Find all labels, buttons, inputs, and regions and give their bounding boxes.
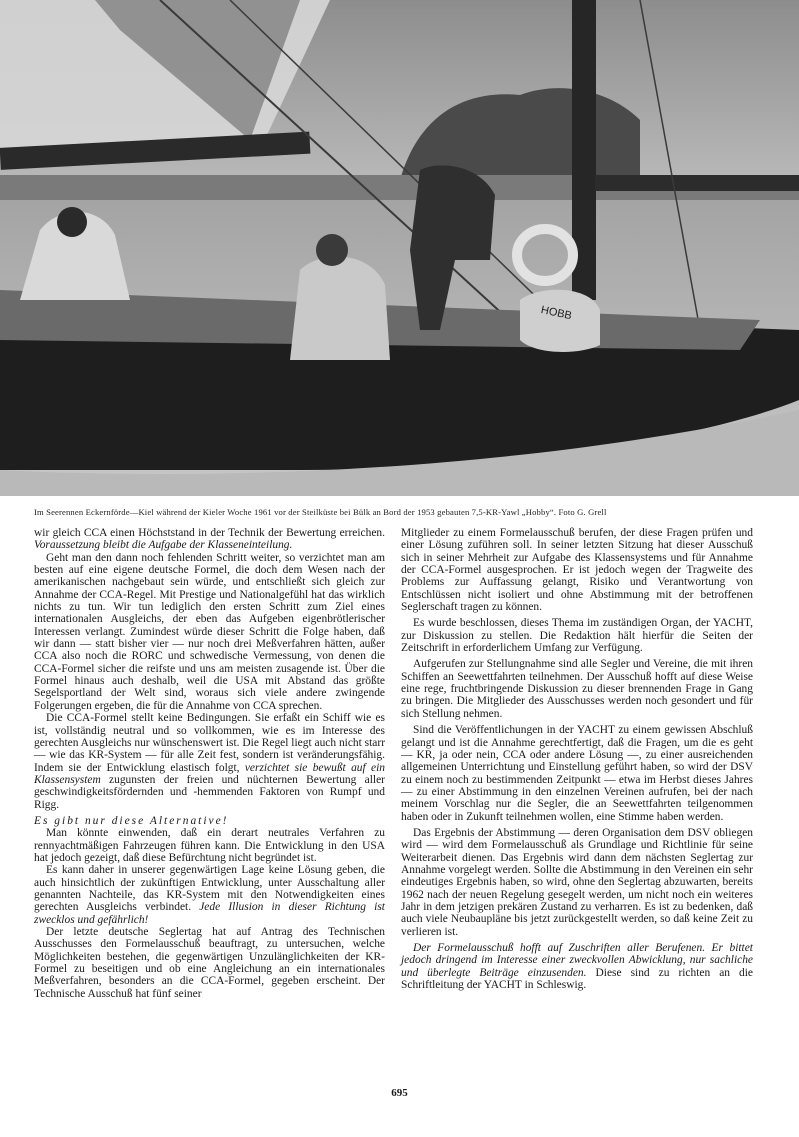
crew-left-head bbox=[57, 207, 87, 237]
paragraph: Sind die Veröffentlichungen in der YACHT zu einem gewissen Abschluß gelangt und ist die Annahme gerechtfertigt, daß die Fragen, um die es geht — KR, ja oder nein, CCA oder andere Lösung —, zu einer ausreichenden allgemeinen Unterrichtung und Einstellung geführt haben, so wird der DSV zu einem noch zu bestimmenden Zeitpunkt — etwa im Herbst dieses Jahres — zu einer Abstimmung in den einzelnen Vereinen aufrufen, bei der nach meinem Vorschlag nur die Segler, die an Seewettfahrten teilgenommen haben oder in Zukunft teilnehmen wollen, eine Stimme haben werden. bbox=[401, 724, 753, 823]
boat-name-label: HOBB bbox=[539, 304, 573, 323]
crew-middle-head bbox=[316, 234, 348, 266]
paragraph: Es wurde beschlossen, dieses Thema im zuständigen Organ, der YACHT, zur Diskussion zu stellen. Die Redaktion hält hierfür die Seiten der Zeitschrift in erforderlichem Umfang zur Verfügung. bbox=[401, 617, 753, 655]
photo-caption: Im Seerennen Eckernförde—Kiel während der Kieler Woche 1961 vor der Steilküste bei Bülk an Bord der 1953 gebauten 7,5-KR-Yawl „Hobby“. Foto G. Grell bbox=[34, 507, 607, 517]
paragraph: Geht man den dann noch fehlenden Schritt weiter, so verzichtet man am besten auf eine eigene deutsche Formel, die doch dem Wesen nach der amerikanischen nachgebaut sein würde, und entschließt sich gleich zur Annahme der CCA-Regel. Mit Prestige und Nationalgefühl hat das wirklich nichts zu tun. Wir tun lediglich den ersten Schritt zum Ziel eines internationalen Ausgleichs, der eben das Aufgeben eigenbrötlerischer Interessen verlangt. Zumindest würde dieser Schritt die Folge haben, daß wir dann — statt bisher vier — nur noch drei Meßverfahren hätten, außer CCA also noch die RORC und schwedische Vermessung, von denen die CCA-Formel sicher die reifste und uns am meisten zusagende ist. Über die Formel hinaus auch deshalb, weil die USA mit Abstand das größte Segelsportland der Welt sind, woraus sich viele andere zwingende Folgerungen ergeben, die für die Annahme von CCA sprechen. bbox=[34, 551, 385, 712]
paragraph: Es kann daher in unserer gegenwärtigen Lage keine Lösung geben, die auch hinsichtlich der zukünftigen Entwicklung, unter Ausschaltung aller genannten Nachteile, das KR-System mit den Notwendigkeiten eines gerechten Ausgleichs verbindet. Jede Illusion in dieser Richtung ist zwecklos und gefährlich! bbox=[34, 864, 385, 926]
sailing-photo bbox=[0, 0, 799, 496]
crew-middle bbox=[290, 256, 390, 360]
paragraph: Man könnte einwenden, daß ein derart neutrales Verfahren zu rennyachtmäßigen Fahrzeugen führen kann. Die Entwicklung in den USA hat jedoch gezeigt, daß diese Befürchtung nicht begründet ist. bbox=[34, 827, 385, 864]
paragraph: Aufgerufen zur Stellungnahme sind alle Segler und Vereine, die mit ihren Schiffen an Seewettfahrten teilnehmen. Der Ausschuß hofft auf diese Weise eine rege, fruchtbringende Diskussion zu dieser brennenden Frage in Gang zu bringen. Die Mitglieder des Ausschusses werden noch gesondert und für sich Stellung nehmen. bbox=[401, 658, 753, 720]
mizzen-boom bbox=[595, 175, 799, 191]
paragraph: Das Ergebnis der Abstimmung — deren Organisation dem DSV obliegen wird — wird dem Formelausschuß als Grundlage und Richtlinie für seine Weiterarbeit dienen. Das Ergebnis wird dann dem nächsten Seglertag zur Annahme vorgelegt werden. Sollte die Abstimmung in den Vereinen ein sehr eindeutiges Ergebnis haben, so wird, ohne den Seglertag abzuwarten, bereits 1962 nach der neuen Regelung gesegelt werden, um nicht noch ein weiteres Jahr in dem jetzigen prekären Zustand zu verharren. Es ist zu bedenken, daß auch viele Neubaupläne bis jetzt zurückgestellt werden, so daß keine Zeit zu verlieren ist. bbox=[401, 826, 753, 938]
yawl-photo-illustration bbox=[0, 0, 799, 496]
paragraph: Der Formelausschuß hofft auf Zuschriften aller Berufenen. Er bittet jedoch dringend im Interesse einer zweckvollen Abwicklung, nur sachliche und überlegte Beiträge einzusenden. Diese sind zu richten an die Schriftleitung der YACHT in Schleswig. bbox=[401, 942, 753, 992]
helmsman-head bbox=[447, 133, 477, 163]
paragraph: wir gleich CCA einen Höchststand in der Technik der Bewertung erreichen. Voraussetzung bleibt die Aufgabe der Klasseneinteilung. bbox=[34, 527, 385, 552]
page-number: 695 bbox=[391, 1087, 408, 1099]
paragraph: Mitglieder zu einem Formelausschuß berufen, der diese Fragen prüfen und einer Lösung zuführen soll. In seiner letzten Sitzung hat dieser Ausschuß sich in seiner Mehrheit zur Aufgabe des Klassensystems und für Annahme der CCA-Formel ausgesprochen. Er ist jedoch wegen der Tragweite des Problems zur Auffassung gelangt, Risiko und Verantwortung von Entschlüssen nicht isoliert und ohne Abstimmung mit der betroffenen Seglerschaft tragen zu können. bbox=[401, 527, 753, 614]
section-heading: Es gibt nur diese Alternative! bbox=[34, 814, 229, 827]
paragraph: Der letzte deutsche Seglertag hat auf Antrag des Technischen Ausschusses den Formelausschuß beauftragt, zu untersuchen, welche Möglichkeiten bestehen, die gegenwärtigen Unzulänglichkeiten der KR-Formel zu beseitigen und ob eine Angleichung an ein internationales Meßverfahren, besonders an die CCA-Formel, gegeben erscheint. Der Technische Ausschuß hat fünf seiner bbox=[34, 926, 385, 1000]
wheel-shield bbox=[520, 290, 600, 352]
paragraph: Die CCA-Formel stellt keine Bedingungen. Sie erfaßt ein Schiff wie es ist, vollständig neutral und so vollkommen, wie es im Interesse des gerechten Ausgleichs nur wünschenswert ist. Die Regel liegt auch nicht starr — wie das KR-System — für alle Zeit fest, sondern ist veränderungsfähig. Indem sie der Entwicklung elastisch folgt, verzichtet sie bewußt auf ein Klassensystem zugunsten der freien und nüchternen Bewertung aller geschwindigkeitsfördernden und -hemmenden Faktoren von Rumpf und Rigg. bbox=[34, 712, 386, 811]
article-column-right bbox=[401, 527, 753, 991]
article-column-left bbox=[34, 527, 385, 1000]
